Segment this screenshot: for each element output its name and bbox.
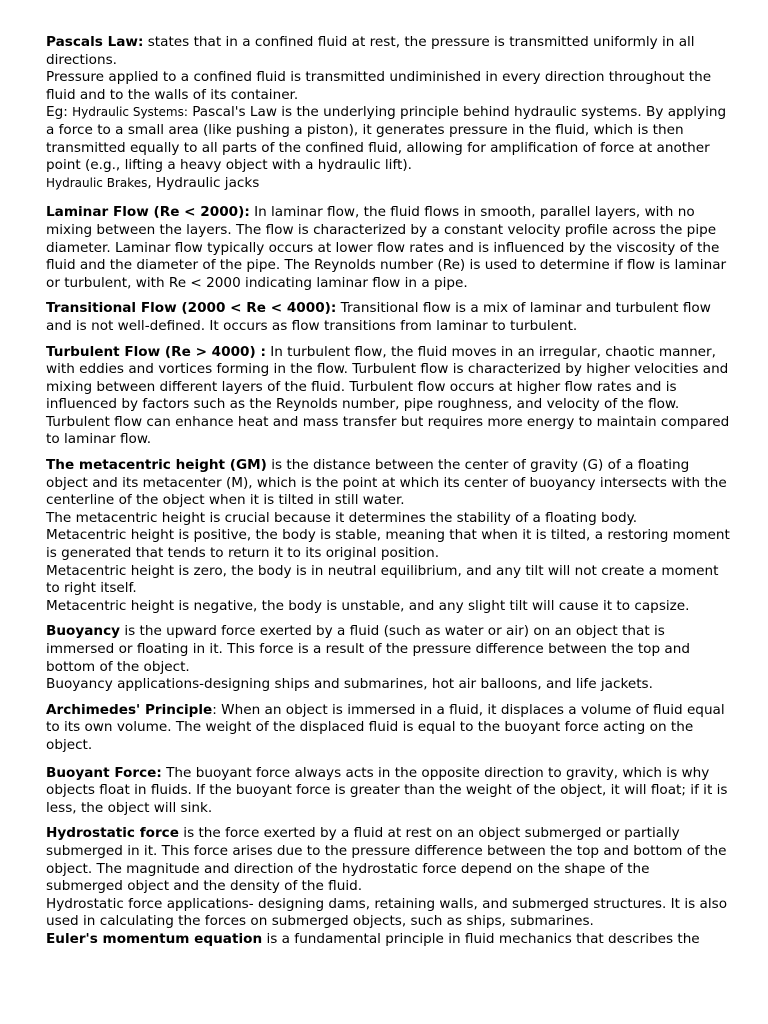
section-metacentric-height [46, 457, 730, 615]
paragraph: Hydrostatic force applications- designing dams, retaining walls, and submerged structures. It is also used in calculating the forces on submerged objects, such as ships, submarines. [46, 895, 728, 930]
heading-metacentric-height: The metacentric height (GM) [46, 457, 267, 474]
heading-buoyancy: Buoyancy [46, 623, 121, 640]
paragraph [46, 175, 730, 193]
heading-hydrostatic-force: Hydrostatic force [46, 825, 179, 842]
heading-euler-momentum: Euler's momentum equation [46, 930, 263, 947]
paragraph [46, 931, 730, 949]
body-text: Pascal's Law is the underlying principle behind hydraulic systems. By applying a force to a small area (like pushing a piston), it generates pressure in the fluid, which is then transmitted equally to all parts of the confined fluid, allowing for amplification of force at another point (e.g., lifting a heavy object with a hydraulic lift). [46, 104, 727, 174]
section-hydrostatic-force [46, 825, 730, 931]
paragraph [46, 825, 730, 895]
body-text: states that in a confined fluid at rest, the pressure is transmitted uniformly in all directions. [46, 34, 695, 68]
body-text: is a fundamental principle in fluid mechanics that describes the [262, 930, 700, 947]
paragraph: Metacentric height is positive, the body is stable, meaning that when it is tilted, a restoring moment is generated that tends to return it to its original position. [46, 527, 730, 562]
paragraph: Buoyancy applications-designing ships and submarines, hot air balloons, and life jackets. [46, 676, 653, 693]
body-text: is the force exerted by a fluid at rest on an object submerged or partially submerged in it. This force arises due to the pressure difference between the top and bottom of the object. The magnitude and direction of the hydrostatic force depend on the shape of the submerged object and the density of the fluid. [46, 825, 727, 895]
section-euler-momentum [46, 931, 730, 949]
heading-archimedes-principle: Archimedes' Principle [46, 701, 213, 718]
section-buoyant-force [46, 765, 730, 818]
section-buoyancy [46, 623, 730, 693]
heading-transitional-flow: Transitional Flow (2000 < Re < 4000): [46, 300, 337, 317]
body-text: is the distance between the center of gravity (G) of a floating object and its metacenter (M), which is the point at which its center of buoyancy intersects with the centerline of the object when it is tilted in still water. [46, 457, 727, 509]
body-text: In laminar flow, the fluid flows in smooth, parallel layers, with no mixing between the layers. The flow is characterized by a constant velocity profile across the pipe diameter. Laminar flow typically occurs at lower flow rates and is influenced by the viscosity of the fluid and the diameter of the pipe. The Reynolds number (Re) is used to determine if flow is laminar or turbulent, with Re < 2000 indicating laminar flow in a pipe. [46, 204, 727, 291]
body-text: : When an object is immersed in a fluid, it displaces a volume of fluid equal to its own volume. The weight of the displaced fluid is equal to the buoyant force acting on the object. [46, 701, 725, 753]
body-text: The buoyant force always acts in the opposite direction to gravity, which is why objects float in fluids. If the buoyant force is greater than the weight of the object, it will float; if it is less, the object will sink. [46, 764, 728, 816]
paragraph: Metacentric height is zero, the body is in neutral equilibrium, and any tilt will not create a moment to right itself. [46, 562, 719, 597]
paragraph [46, 34, 730, 69]
example-hydraulic-jacks: , Hydraulic jacks [147, 174, 260, 191]
paragraph [46, 344, 730, 450]
section-turbulent-flow [46, 344, 730, 450]
section-laminar-flow [46, 204, 730, 292]
heading-buoyant-force: Buoyant Force: [46, 764, 162, 781]
paragraph [46, 765, 730, 818]
section-transitional-flow [46, 300, 730, 335]
paragraph [46, 104, 730, 174]
eg-label: Hydraulic Systems: [72, 105, 188, 120]
paragraph: Pressure applied to a confined fluid is transmitted undiminished in every direction throughout the fluid and to the walls of its container. [46, 69, 712, 103]
paragraph [46, 204, 730, 292]
body-text: is the upward force exerted by a fluid (such as water or air) on an object that is immersed or floating in it. This force is a result of the pressure difference between the top and bottom of the object. [46, 623, 690, 675]
heading-laminar-flow: Laminar Flow (Re < 2000): [46, 204, 250, 221]
paragraph [46, 623, 730, 676]
heading-turbulent-flow: Turbulent Flow (Re > 4000) : [46, 343, 266, 360]
paragraph [46, 702, 730, 755]
heading-pascals-law: Pascals Law: [46, 34, 144, 50]
section-archimedes-principle [46, 702, 730, 755]
example-hydraulic-brakes: Hydraulic Brakes [46, 175, 148, 190]
paragraph: Metacentric height is negative, the body is unstable, and any slight tilt will cause it to capsize. [46, 597, 690, 614]
eg-prefix: Eg: [46, 104, 73, 121]
section-pascals-law [46, 34, 730, 192]
paragraph [46, 457, 730, 510]
body-text: Transitional flow is a mix of laminar and turbulent flow and is not well-defined. It occurs as flow transitions from laminar to turbulent. [46, 300, 711, 334]
body-text: In turbulent flow, the fluid moves in an irregular, chaotic manner, with eddies and vortices forming in the flow. Turbulent flow is characterized by higher velocities and mixing between different layers of the fluid. Turbulent flow occurs at higher flow rates and is influenced by factors such as the Reynolds number, pipe roughness, and velocity of the flow. Turbulent flow can enhance heat and mass transfer but requires more energy to maintain compared to laminar flow. [46, 343, 730, 448]
paragraph: The metacentric height is crucial because it determines the stability of a floating body. [46, 509, 638, 526]
paragraph [46, 300, 730, 335]
